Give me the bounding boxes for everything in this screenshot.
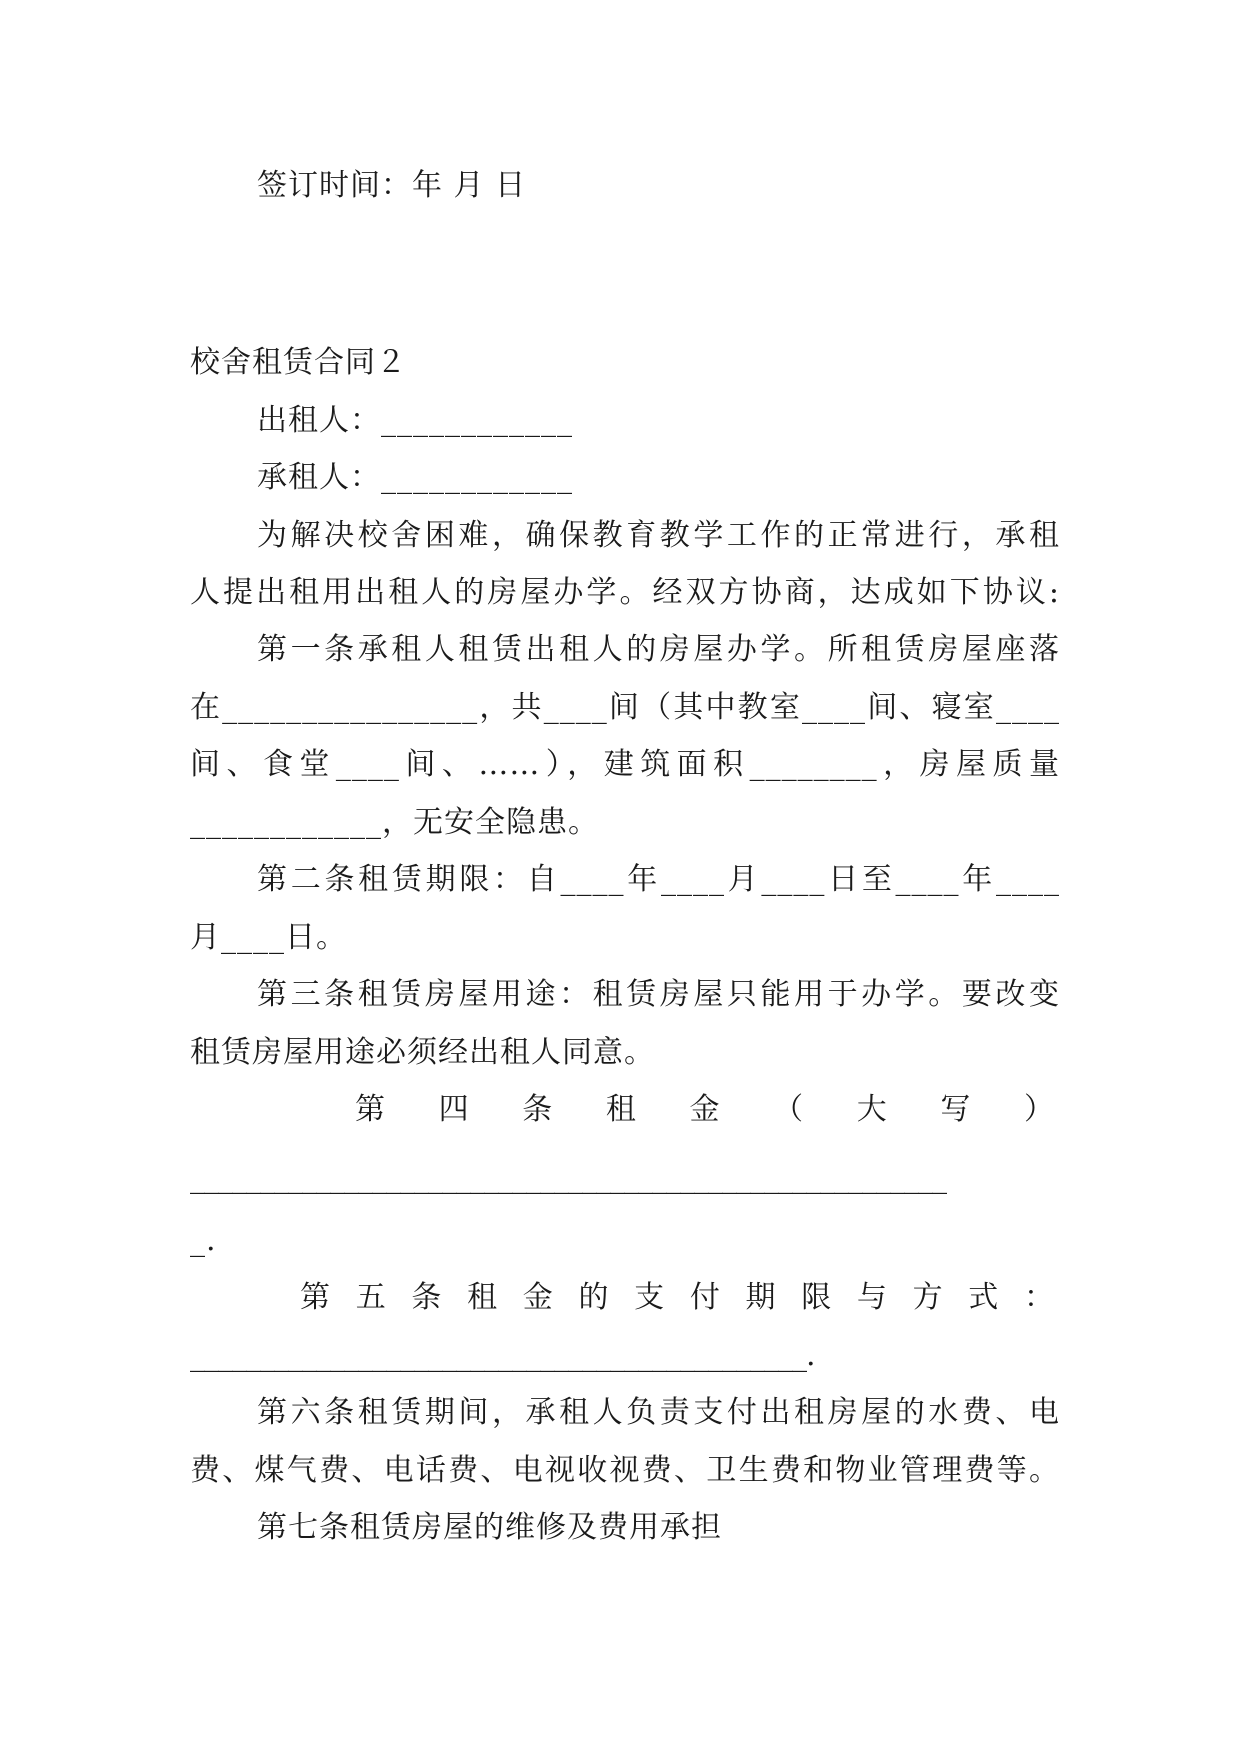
article-4-char: ） — [1024, 1092, 1055, 1127]
contract-title: 校舍租赁合同２ — [190, 345, 407, 380]
article-3-line-1: 第三条租赁房屋用途：租赁房屋只能用于办学。要改变 — [257, 977, 1060, 1012]
article-5-blank: ____________________________________________. — [190, 1338, 815, 1373]
article-4-end: _. — [190, 1223, 217, 1258]
article-4-blank: ______________________________________________________ — [190, 1160, 946, 1195]
intro-line-1: 为解决校舍困难，确保教育教学工作的正常进行，承租 — [257, 518, 1060, 553]
intro-line-2: 人提出租用出租人的房屋办学。经双方协商，达成如下协议: — [190, 575, 1060, 610]
article-5-char: 付 — [689, 1280, 721, 1315]
article-6-line-1: 第六条租赁期间，承租人负责支付出租房屋的水费、电 — [257, 1395, 1060, 1430]
article-4-char: 租 — [605, 1092, 637, 1127]
article-5-char: 条 — [411, 1280, 443, 1315]
article-5-char: 金 — [522, 1280, 554, 1315]
article-6-line-2: 费、煤气费、电话费、电视收视费、卫生费和物业管理费等。 — [190, 1453, 1060, 1488]
signing-time: 签订时间：年 月 日 — [257, 168, 527, 203]
article-4-char: 条 — [522, 1092, 554, 1127]
article-5-char: 限 — [801, 1280, 833, 1315]
article-1-line-3: 间、食堂____间、……），建筑面积________，房屋质量 — [190, 747, 1060, 782]
article-1-line-2: 在________________，共____间（其中教室____间、寝室____ — [190, 690, 1060, 725]
article-5-char: 期 — [745, 1280, 777, 1315]
article-5-char: 五 — [355, 1280, 387, 1315]
article-4-heading — [355, 1090, 1055, 1130]
article-5-char: 式 — [968, 1280, 1000, 1315]
article-5-char: ： — [1023, 1280, 1055, 1315]
article-5-char: 与 — [856, 1280, 888, 1315]
article-5-heading — [300, 1278, 1055, 1318]
article-2-line-1: 第二条租赁期限：自____年____月____日至____年____ — [257, 862, 1060, 897]
article-5-char: 第 — [300, 1280, 331, 1315]
lessee-line: 承租人：____________ — [257, 460, 573, 495]
article-4-char: 大 — [856, 1092, 888, 1127]
article-1-line-1: 第一条承租人租赁出租人的房屋办学。所租赁房屋座落 — [257, 632, 1060, 667]
article-4-char: 第 — [355, 1092, 386, 1127]
article-4-char: （ — [773, 1092, 805, 1127]
article-4-char: 四 — [438, 1092, 470, 1127]
article-5-char: 租 — [467, 1280, 499, 1315]
article-7-line-1: 第七条租赁房屋的维修及费用承担 — [257, 1510, 722, 1545]
article-5-char: 的 — [578, 1280, 610, 1315]
article-4-char: 写 — [940, 1092, 972, 1127]
article-1-line-4: ____________，无安全隐患。 — [190, 805, 599, 840]
lessor-line: 出租人：____________ — [257, 403, 573, 438]
article-4-char: 金 — [689, 1092, 721, 1127]
article-5-char: 支 — [634, 1280, 666, 1315]
article-2-line-2: 月____日。 — [190, 920, 347, 955]
article-5-char: 方 — [912, 1280, 944, 1315]
article-3-line-2: 租赁房屋用途必须经出租人同意。 — [190, 1035, 655, 1070]
